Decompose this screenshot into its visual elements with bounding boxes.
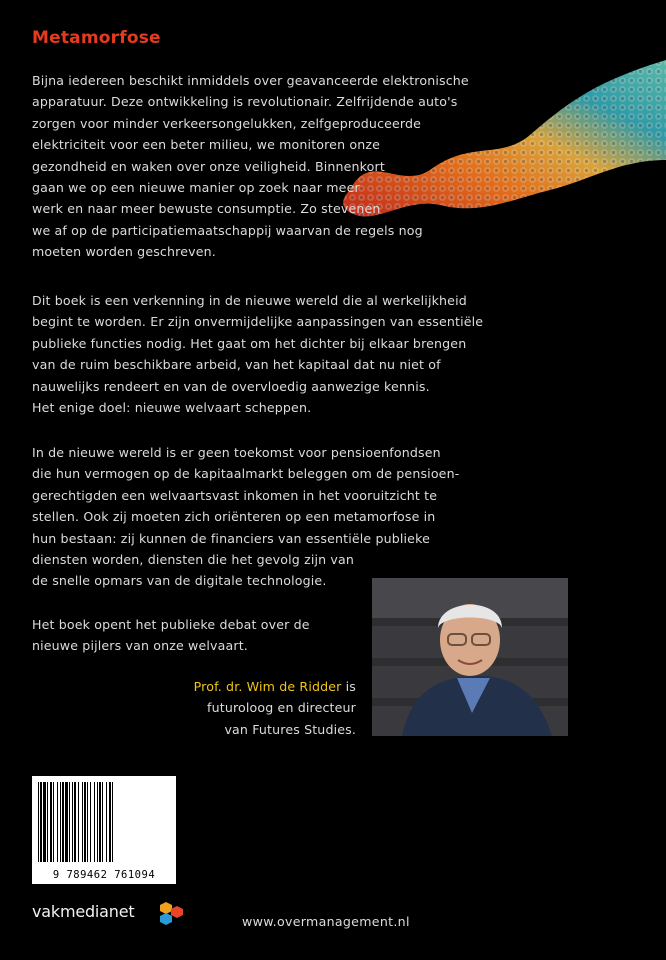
description-paragraph-1: Bijna iedereen beschikt inmiddels over geavanceerde elektronische apparatuur. Deze ontwikkeling is revolutionair. Zelfrijdende auto's zorgen voor minder verkeersongelukken, zelfgeproduceerde elektriciteit voor een beter milieu, we monitoren onze gezondheid en waken over onze veiligheid. Binnenkort gaan we op een nieuwe manier op zoek naar meer werk en naar meer bewuste consumptie. Zo stevenen we af op de participatiemaatschappij waarvan de regels nog moeten worden geschreven. — [32, 73, 469, 260]
description-paragraph-4: Het boek opent het publieke debat over de nieuwe pijlers van onze welvaart. — [32, 617, 310, 654]
author-name: Prof. dr. Wim de Ridder — [193, 679, 342, 694]
isbn-barcode — [32, 776, 176, 884]
publisher-logo-icon — [158, 900, 184, 926]
author-bio — [194, 676, 356, 740]
author-photo — [372, 578, 568, 736]
isbn-number: 9 789462 761094 — [52, 869, 156, 881]
barcode-bars — [36, 782, 172, 862]
description-paragraph-2: Dit boek is een verkenning in de nieuwe wereld die al werkelijkheid begint te worden. Er zijn onvermijdelijke aanpassingen van essentiële publieke functies nodig. Het gaat om het dichter bij elkaar brengen van de ruim beschikbare arbeid, van het kapitaal dat nu niet of nauwelijks rendeert en van de overvloedig aanwezige kennis. Het enige doel: nieuwe welvaart scheppen. — [32, 293, 484, 416]
author-bio-line-2: futuroloog en directeur — [207, 700, 356, 716]
website-url: www.overmanagement.nl — [242, 914, 410, 929]
description-paragraph-3: In de nieuwe wereld is er geen toekomst voor pensioenfondsen die hun vermogen op de kapitaalmarkt beleggen om de pensioen- gerechtigden een welvaartsvast inkomen in het vooruitzicht te stellen. Ook zij moeten zich oriënteren op een metamorfose in hun bestaan: zij kunnen de financiers van essentiële publieke diensten worden, diensten die het gevolg zijn van de snelle opmars van de digitale technologie. — [32, 445, 460, 589]
author-bio-line-3: van Futures Studies. — [224, 721, 356, 737]
author-name-suffix: is — [341, 679, 356, 694]
book-title: Metamorfose — [32, 28, 161, 48]
publisher-name: vakmedianet — [32, 902, 135, 921]
